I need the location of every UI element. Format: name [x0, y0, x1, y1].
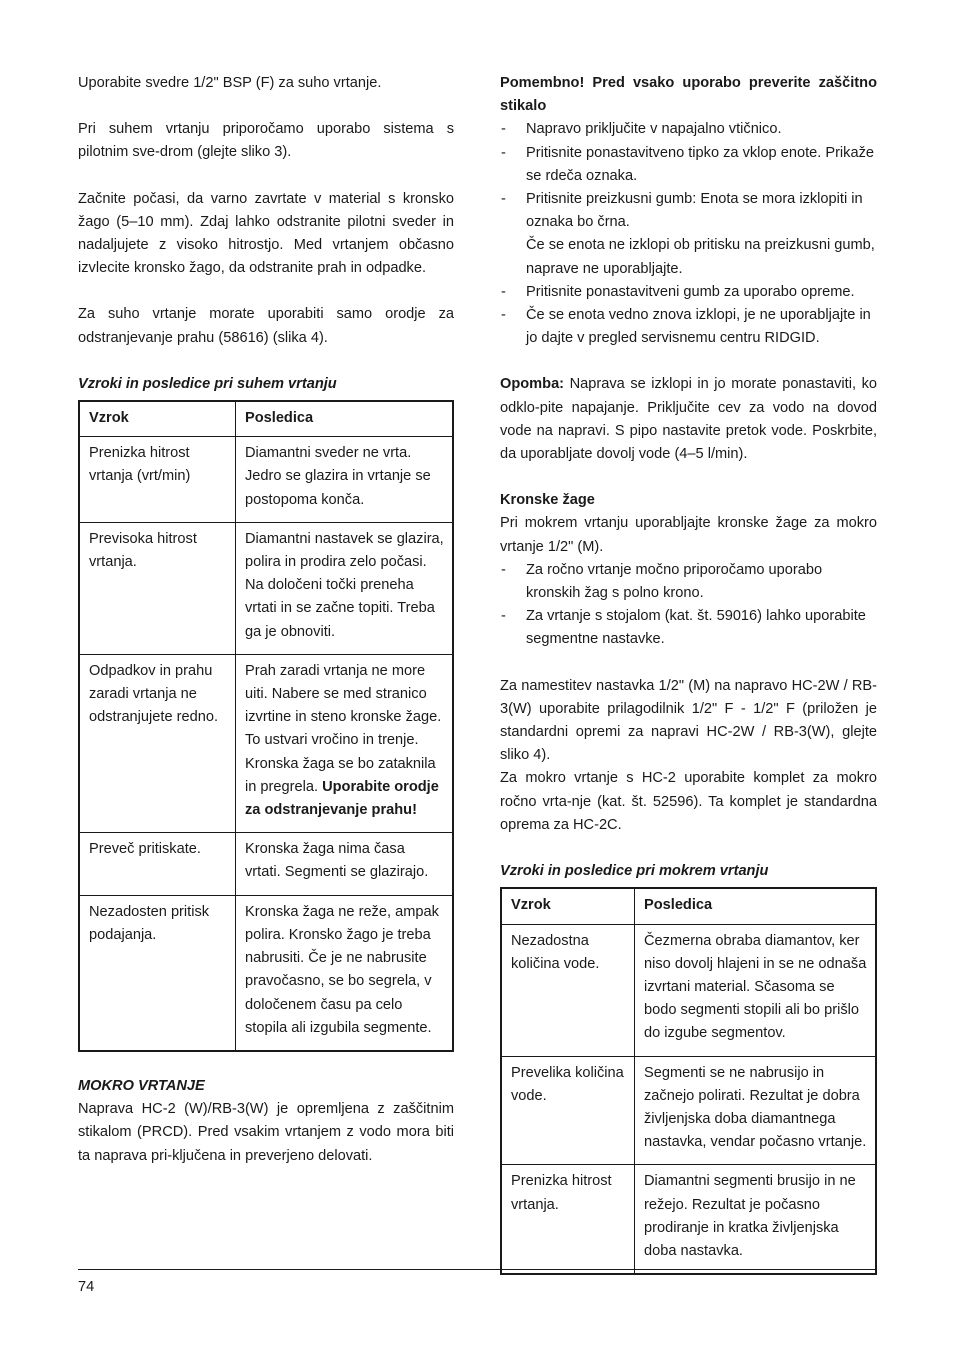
- cause-cell: Nezadostna količina vode.: [501, 924, 635, 1056]
- list-item-text: Pritisnite preizkusni gumb: Enota se mora izklopiti in oznaka bo črna.: [526, 191, 863, 231]
- note-text: Naprava se izklopi in jo morate ponastaviti, ko odklo-pite napajanje. Priključite cev za vodo na dovod vode na napravi. S pipo nastavite pretok vode. Poskrbite, da uporabljate dovolj vode (4–5 l/min).: [500, 376, 877, 463]
- list-item: - Pritisnite ponastavitveno tipko za vklop enote. Prikaže se rdeča oznaka.: [500, 142, 877, 188]
- list-item: - Pritisnite ponastavitveni gumb za uporabo opreme.: [500, 281, 877, 304]
- cause-cell: Nezadosten pritisk podajanja.: [79, 895, 236, 1051]
- table-header-row: [501, 888, 876, 924]
- effect-cell: Diamantni sveder ne vrta. Jedro se glazira in vrtanje se postopoma konča.: [236, 437, 454, 523]
- wet-drilling-table: [500, 887, 877, 1275]
- wet-table-heading: Vzroki in posledice pri mokrem vrtanju: [500, 863, 769, 880]
- list-item: - Za ročno vrtanje močno priporočamo uporabo kronskih žag s polno krono.: [500, 559, 877, 605]
- effect-cell: Kronska žaga nima časa vrtati. Segmenti se glazirajo.: [236, 833, 454, 895]
- cause-cell: Previsoka hitrost vrtanja.: [79, 522, 236, 654]
- table-row: [79, 654, 453, 832]
- cause-cell: Odpadkov in prahu zaradi vrtanja ne odstranjujete redno.: [79, 654, 236, 832]
- paragraph-note: [500, 373, 877, 466]
- column-header-cause: Vzrok: [501, 888, 635, 924]
- effect-cell: [236, 654, 454, 832]
- table-row: [79, 522, 453, 654]
- important-checklist: [500, 118, 877, 350]
- paragraph-adapter: Za namestitev nastavka 1/2" (M) na napravo HC-2W / RB-3(W) uporabite prilagodilnik 1/2" F - 1/2" F (priložen je standardni opremi za napravi HC-2W / RB-3(W), glejte sliko 4).: [500, 677, 877, 764]
- table-row: [79, 833, 453, 895]
- list-item: - Če se enota vedno znova izklopi, je ne uporabljajte in jo dajte v pregled servisnemu centru RIDGID.: [500, 304, 877, 350]
- cause-cell: Preveč pritiskate.: [79, 833, 236, 895]
- table-row: [501, 1056, 876, 1165]
- table-row: [501, 1165, 876, 1274]
- list-item: [500, 188, 877, 281]
- table-row: [501, 924, 876, 1056]
- cause-cell: Prenizka hitrost vrtanja.: [501, 1165, 635, 1274]
- dry-table-heading: Vzroki in posledice pri suhem vrtanju: [78, 375, 337, 392]
- effect-bold-text: Uporabite orodje za odstranjevanje prahu!: [245, 778, 439, 819]
- wet-drilling-heading: MOKRO VRTANJE: [78, 1077, 205, 1094]
- effect-text: Prah zaradi vrtanja ne more uiti. Nabere se med stranico izvrtine in steno kronske žage. To ustvari vročino in trenje. Kronska žaga se bo zataknila in pregrela.: [245, 662, 442, 795]
- list-item-extra: Če se enota ne izklopi ob pritisku na preizkusni gumb, naprave ne uporabljajte.: [526, 237, 875, 277]
- left-column: [78, 72, 454, 1168]
- paragraph-pilot-system: Pri suhem vrtanju priporočamo uporabo sistema s pilotnim sve-drom (glejte sliko 3).: [78, 121, 454, 161]
- cause-cell: Prenizka hitrost vrtanja (vrt/min): [79, 437, 236, 523]
- page-number: 74: [78, 1279, 95, 1295]
- paragraph-dust-tool: Za suho vrtanje morate uporabiti samo orodje za odstranjevanje prahu (58616) (slika 4).: [78, 306, 454, 346]
- crowns-heading: Kronske žage: [500, 492, 595, 509]
- paragraph-dry-bits: Uporabite svedre 1/2" BSP (F) za suho vrtanje.: [78, 75, 382, 91]
- right-column: [500, 72, 877, 1275]
- important-heading: Pomembno! Pred vsako uporabo preverite zaščitno stikalo: [500, 75, 877, 115]
- paragraph-start-slowly: Začnite počasi, da varno zavrtate v material s kronsko žago (5–10 mm). Zdaj lahko odstranite pilotni sveder in nadaljujete z visoko hitrostjo. Med vrtanjem občasno izvlecite kronsko žago, da odstranite prah in odpadke.: [78, 190, 454, 277]
- paragraph-prcd: Naprava HC-2 (W)/RB-3(W) je opremljena z zaščitnim stikalom (PRCD). Pred vsakim vrtanjem z vodo mora biti ta naprava pri-ključena in preverjeno delovati.: [78, 1101, 454, 1164]
- column-header-cause: Vzrok: [79, 401, 236, 437]
- effect-cell: Diamantni nastavek se glazira, polira in prodira zelo počasi. Na določeni točki preneha vrtati in se začne topiti. Treba ga je obnoviti.: [236, 522, 454, 654]
- footer-divider: [78, 1269, 877, 1270]
- dry-drilling-table: [78, 400, 454, 1052]
- paragraph-wet-kit: Za mokro vrtanje s HC-2 uporabite komplet za mokro ročno vrta-nje (kat. št. 52596). Ta komplet je standardna oprema za HC-2C.: [500, 770, 877, 833]
- column-header-effect: Posledica: [635, 888, 877, 924]
- column-header-effect: Posledica: [236, 401, 454, 437]
- list-item: - Napravo priključite v napajalno vtičnico.: [500, 118, 877, 141]
- effect-cell: Segmenti se ne nabrusijo in začnejo polirati. Rezultat je dobra življenjska doba diamantnega nastavka, vendar počasno vrtanje.: [635, 1056, 877, 1165]
- table-row: [79, 895, 453, 1051]
- effect-cell: Kronska žaga ne reže, ampak polira. Kronsko žago je treba nabrusiti. Če je ne nabrusite pravočasno, se bo segrela, v določenem času pa celo stopila ali izgubila segmente.: [236, 895, 454, 1051]
- cause-cell: Prevelika količina vode.: [501, 1056, 635, 1165]
- table-row: [79, 437, 453, 523]
- list-item: - Za vrtanje s stojalom (kat. št. 59016) lahko uporabite segmentne nastavke.: [500, 605, 877, 651]
- crowns-list: [500, 559, 877, 652]
- effect-cell: Čezmerna obraba diamantov, ker niso dovolj hlajeni in se ne odnaša izvrtani material. Sčasoma se bodo segmenti stopili ali bo prišlo do izgube segmentov.: [635, 924, 877, 1056]
- table-header-row: [79, 401, 453, 437]
- paragraph-crowns: Pri mokrem vrtanju uporabljajte kronske žage za mokro vrtanje 1/2" (M).: [500, 515, 877, 555]
- effect-cell: Diamantni segmenti brusijo in ne režejo. Rezultat je počasno prodiranje in kratka življenjska doba nastavka.: [635, 1165, 877, 1274]
- note-label: Opomba:: [500, 376, 565, 393]
